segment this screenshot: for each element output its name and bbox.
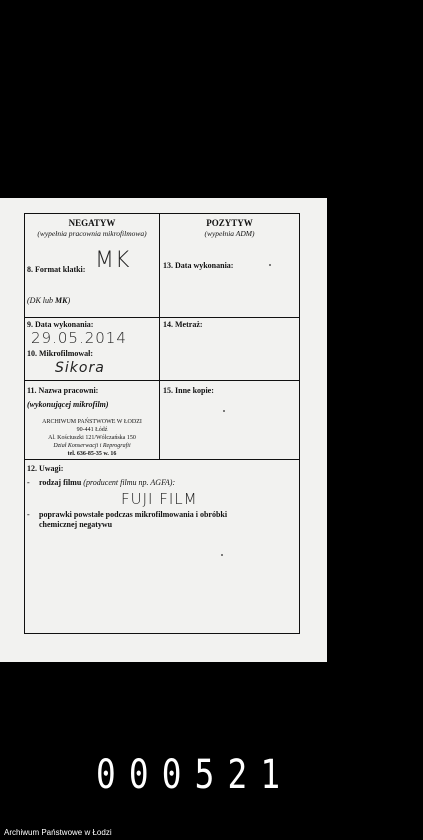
stamp-line: Dział Konserwacji i Reprografii	[53, 443, 131, 449]
poprawki-line-2: chemicznej negatywu	[39, 520, 113, 529]
metraz-label: 14. Metraż:	[163, 320, 203, 329]
nazwa-pracowni-subtitle: (wykonującej mikrofilm)	[27, 400, 109, 409]
format-note: (DK lub MK)	[27, 296, 71, 305]
speck	[223, 410, 225, 412]
negatyw-title: NEGATYW	[68, 218, 116, 228]
data-wykonania-13-label: 13. Data wykonania:	[163, 261, 234, 270]
row-divider-3	[25, 459, 299, 460]
rodzaj-filmu-handwritten: FUJI FILM	[121, 490, 198, 508]
uwagi-label: 12. Uwagi:	[27, 464, 64, 473]
data-handwritten-value: 29.05.2014	[31, 329, 127, 347]
nazwa-pracowni-label: 11. Nazwa pracowni:	[27, 386, 99, 395]
stamp-line: 90-441 Łódź	[76, 427, 108, 433]
negatyw-subtitle: (wypełnia pracownia mikrofilmowa)	[37, 229, 147, 238]
row-divider-2	[25, 380, 299, 381]
mikrofilmowal-signature: Sikora	[55, 360, 105, 376]
row-divider-1	[25, 317, 299, 318]
format-label: 8. Format klatki:	[27, 265, 86, 274]
bullet: -	[27, 510, 30, 519]
speck	[221, 554, 223, 556]
footer-watermark: Archiwum Państwowe w Łodzi	[4, 828, 112, 837]
column-divider	[159, 214, 160, 459]
pozytyw-title: POZYTYW	[206, 218, 253, 228]
frame-counter: 000521	[96, 752, 294, 798]
inne-kopie-label: 15. Inne kopie:	[163, 386, 214, 395]
document-card	[0, 198, 327, 662]
poprawki-line-1: poprawki powstałe podczas mikrofilmowania i obróbki	[39, 510, 228, 519]
data-wykonania-9-label: 9. Data wykonania:	[27, 320, 94, 329]
stamp-line: ARCHIWUM PAŃSTWOWE W ŁODZI	[42, 419, 142, 425]
stamp-line: Al. Kościuszki 121/Wólczańska 150	[48, 435, 136, 441]
mikrofilmowal-label: 10. Mikrofilmował:	[27, 349, 94, 358]
bullet: -	[27, 478, 30, 487]
form-frame	[24, 213, 300, 634]
rodzaj-filmu-line: rodzaj filmu (producent filmu np. AGFA):	[39, 478, 176, 487]
pozytyw-subtitle: (wypełnia ADM)	[204, 229, 255, 238]
speck	[269, 264, 271, 266]
stamp-line: tel. 636-85-35 w. 16	[67, 451, 117, 457]
format-handwritten-value: MK	[95, 248, 131, 273]
